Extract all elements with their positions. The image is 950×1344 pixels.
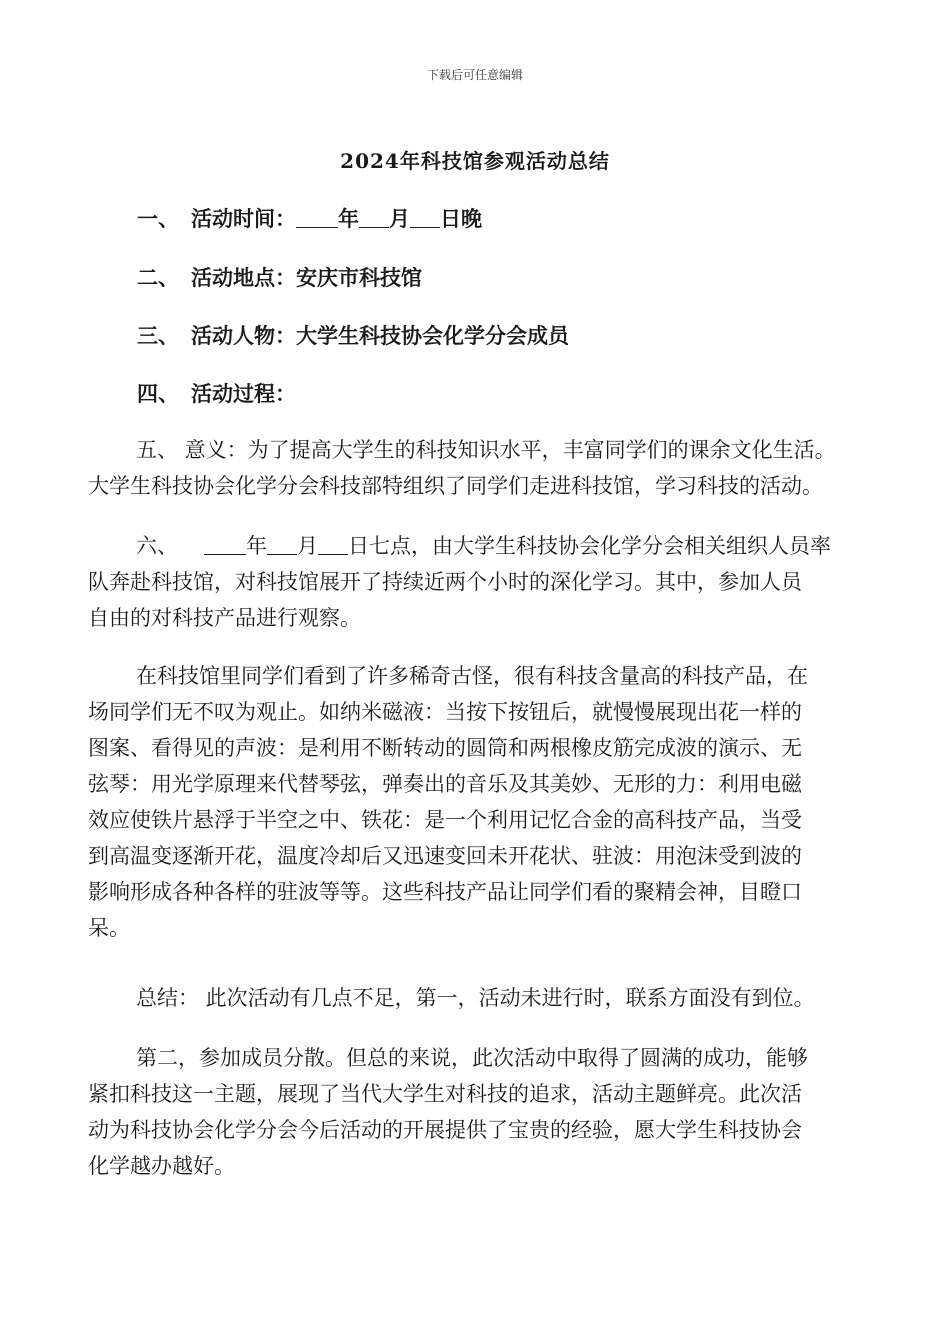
paragraph-line: 动为科技协会化学分会今后活动的开展提供了宝贵的经验，愿大学生科技协会 <box>88 1118 802 1142</box>
paragraph-line: 场同学们无不叹为观止。如纳米磁液：当按下按钮后，就慢慢展现出花一样的 <box>88 700 802 724</box>
day-suffix: 日晚 <box>440 206 482 231</box>
year-blank <box>296 207 338 228</box>
paragraph-line: 五、 意义：为了提高大学生的科技知识水平，丰富同学们的课余文化生活。 <box>136 438 836 462</box>
month-blank <box>267 534 297 555</box>
paragraph-line: 自由的对科技产品进行观察。 <box>88 606 361 630</box>
paragraph-line: 图案、看得见的声波：是利用不断转动的圆筒和两根橡皮筋完成波的演示、无 <box>88 736 802 760</box>
item-number: 六、 <box>136 534 178 558</box>
heading-number: 二、 <box>137 265 179 290</box>
month-suffix: 月 <box>389 206 410 231</box>
day-blank <box>410 207 440 228</box>
heading-activity-time <box>137 203 482 233</box>
paragraph-summary <box>88 980 868 1016</box>
line-rest: 日七点，由大学生科技协会化学分会相关组织人员率 <box>348 534 831 558</box>
year-suffix: 年 <box>246 534 267 558</box>
paragraph-line: 化学越办越好。 <box>88 1154 235 1178</box>
paragraph-line: 到高温变逐渐开花，温度冷却后又迅速变回未开花状、驻波：用泡沫受到波的 <box>88 844 802 868</box>
paragraph-schedule <box>88 528 868 636</box>
paragraph-line: 效应使铁片悬浮于半空之中、铁花：是一个利用记忆合金的高科技产品，当受 <box>88 808 802 832</box>
document-title: 2024年科技馆参观活动总结 <box>340 149 610 173</box>
paragraph-exhibits <box>88 658 868 946</box>
paragraph-significance <box>88 432 868 504</box>
month-suffix: 月 <box>297 534 318 558</box>
day-blank <box>318 534 348 555</box>
heading-text: 活动人物：大学生科技协会化学分会成员 <box>191 323 569 348</box>
paragraph-conclusion <box>88 1040 868 1184</box>
paragraph-line: 弦琴：用光学原理来代替琴弦，弹奏出的音乐及其美妙、无形的力：利用电磁 <box>88 772 802 796</box>
paragraph-line: 影响形成各种各样的驻波等等。这些科技产品让同学们看的聚精会神，目瞪口 <box>88 880 802 904</box>
heading-activity-process <box>137 378 296 408</box>
heading-text: 活动地点：安庆市科技馆 <box>191 265 422 290</box>
paragraph-line <box>88 528 868 564</box>
heading-activity-location <box>137 262 422 292</box>
paragraph-line: 大学生科技协会化学分会科技部特组织了同学们走进科技馆，学习科技的活动。 <box>88 474 823 498</box>
heading-text: 活动过程： <box>191 381 296 406</box>
heading-number: 四、 <box>137 381 179 406</box>
paragraph-line: 队奔赴科技馆，对科技馆展开了持续近两个小时的深化学习。其中，参加人员 <box>88 570 802 594</box>
year-suffix: 年 <box>338 206 359 231</box>
paragraph-line: 总结： 此次活动有几点不足，第一，活动未进行时，联系方面没有到位。 <box>136 986 815 1010</box>
paragraph-line: 呆。 <box>88 916 130 940</box>
heading-label: 活动时间： <box>191 206 296 231</box>
month-blank <box>359 207 389 228</box>
paragraph-line: 在科技馆里同学们看到了许多稀奇古怪，很有科技含量高的科技产品，在 <box>136 664 808 688</box>
heading-activity-people <box>137 320 569 350</box>
year-blank <box>204 534 246 555</box>
paragraph-line: 第二，参加成员分散。但总的来说，此次活动中取得了圆满的成功，能够 <box>136 1046 808 1070</box>
header-note: 下载后可任意编辑 <box>426 68 523 82</box>
heading-number: 一、 <box>137 206 179 231</box>
paragraph-line: 紧扣科技这一主题，展现了当代大学生对科技的追求，活动主题鲜亮。此次活 <box>88 1082 802 1106</box>
heading-number: 三、 <box>137 323 179 348</box>
